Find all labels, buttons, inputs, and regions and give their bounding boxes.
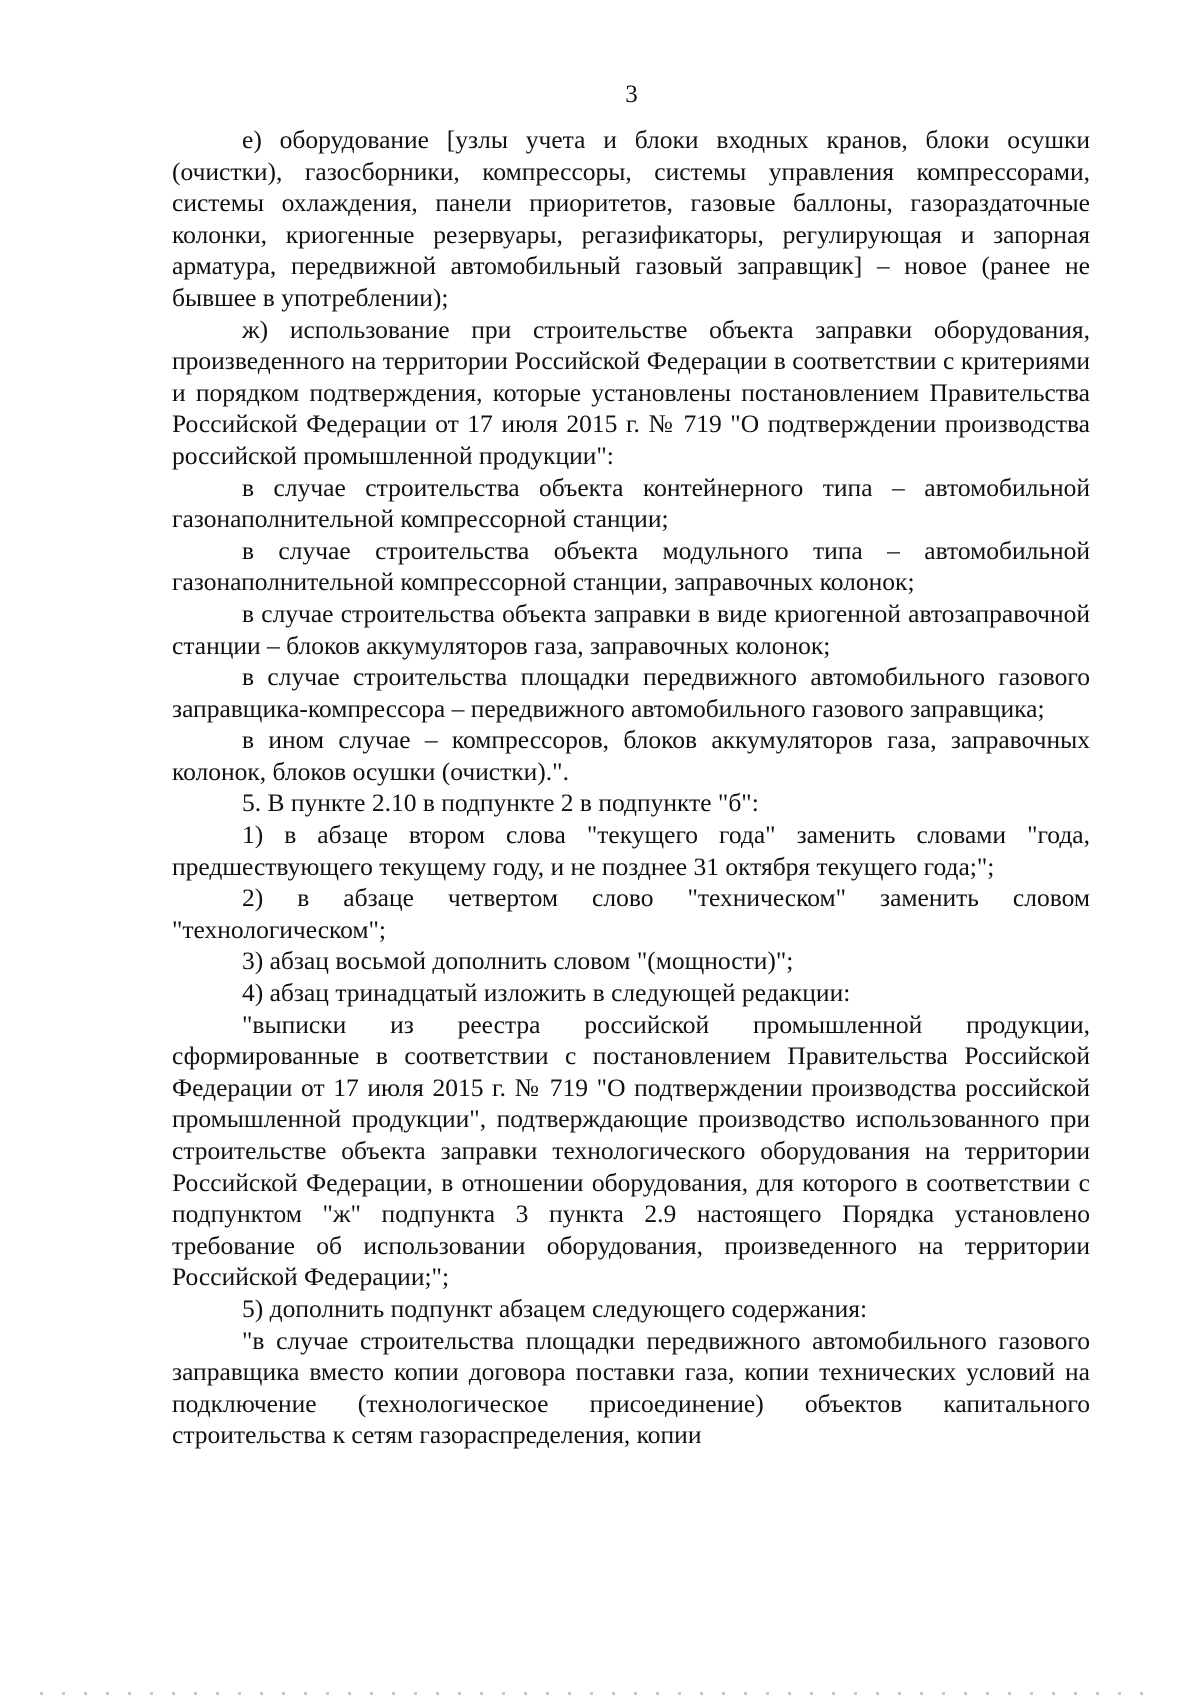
paragraph-zh-russian-equipment: ж) использование при строительстве объекта заправки оборудования, произведенного на территории Российской Федерации в соответствии с критериями и порядком подтверждения, которые установлены постановлением Правительства Российской Федерации от 17 июля 2015 г. № 719 "О подтверждении производства российской промышленной продукции": bbox=[172, 314, 1090, 470]
paragraph-item-5: 5. В пункте 2.10 в подпункте 2 в подпункте "б": bbox=[242, 788, 759, 818]
paragraph-mobile-refueller-docs: "в случае строительства площадки передвижного автомобильного газового заправщика вместо копии договора поставки газа, копии технических условий на подключение (технологическое присоединение) объектов капитального строительства к сетям газораспределения, копии bbox=[172, 1325, 1090, 1450]
paragraph-modular-type: в случае строительства объекта модульного типа – автомобильной газонаполнительной компрессорной станции, заправочных колонок; bbox=[172, 535, 1090, 597]
document-body bbox=[172, 124, 1090, 1451]
paragraph-subitem-2: 2) в абзаце четвертом слово "техническом" заменить словом "технологическом"; bbox=[172, 883, 1090, 944]
paragraph-mobile-refueller: в случае строительства площадки передвижного автомобильного газового заправщика-компрессора – передвижного автомобильного газового заправщика; bbox=[172, 662, 1090, 723]
scan-artifact-line bbox=[40, 1692, 1160, 1695]
page-number: 3 bbox=[625, 81, 638, 108]
paragraph-subitem-5: 5) дополнить подпункт абзацем следующего содержания: bbox=[242, 1293, 868, 1323]
paragraph-subitem-1: 1) в абзаце втором слова "текущего года" заменить словами "года, предшествующего текущему году, и не позднее 31 октября текущего года;"; bbox=[172, 820, 1090, 881]
paragraph-e-equipment: е) оборудование [узлы учета и блоки входных кранов, блоки осушки (очистки), газосборники, компрессоры, системы управления компрессорами, системы охлаждения, панели приоритетов, газовые баллоны, газораздаточные колонки, криогенные резервуары, регазификаторы, регулирующая и запорная арматура, передвижной автомобильный газовый заправщик] – новое (ранее не бывшее в употреблении); bbox=[172, 125, 1090, 312]
paragraph-cryogenic-station: в случае строительства объекта заправки в виде криогенной автозаправочной станции – блоков аккумуляторов газа, заправочных колонок; bbox=[172, 598, 1090, 660]
paragraph-subitem-3: 3) абзац восьмой дополнить словом "(мощности)"; bbox=[242, 946, 794, 976]
paragraph-registry-extracts: "выписки из реестра российской промышленной продукции, сформированные в соответствии с постановлением Правительства Российской Федерации от 17 июля 2015 г. № 719 "О подтверждении производства российской промышленной продукции", подтверждающие производство использованного при строительстве объекта заправки технологического оборудования на территории Российской Федерации, в отношении оборудования, для которого в соответствии с подпунктом "ж" подпункта 3 пункта 2.9 настоящего Порядка установлено требование об использовании оборудования, произведенного на территории Российской Федерации;"; bbox=[172, 1009, 1090, 1292]
paragraph-other-case: в ином случае – компрессоров, блоков аккумуляторов газа, заправочных колонок, блоков осушки (очистки).". bbox=[172, 725, 1090, 786]
paragraph-container-type: в случае строительства объекта контейнерного типа – автомобильной газонаполнительной компрессорной станции; bbox=[172, 472, 1090, 534]
paragraph-subitem-4: 4) абзац тринадцатый изложить в следующей редакции: bbox=[242, 978, 851, 1008]
